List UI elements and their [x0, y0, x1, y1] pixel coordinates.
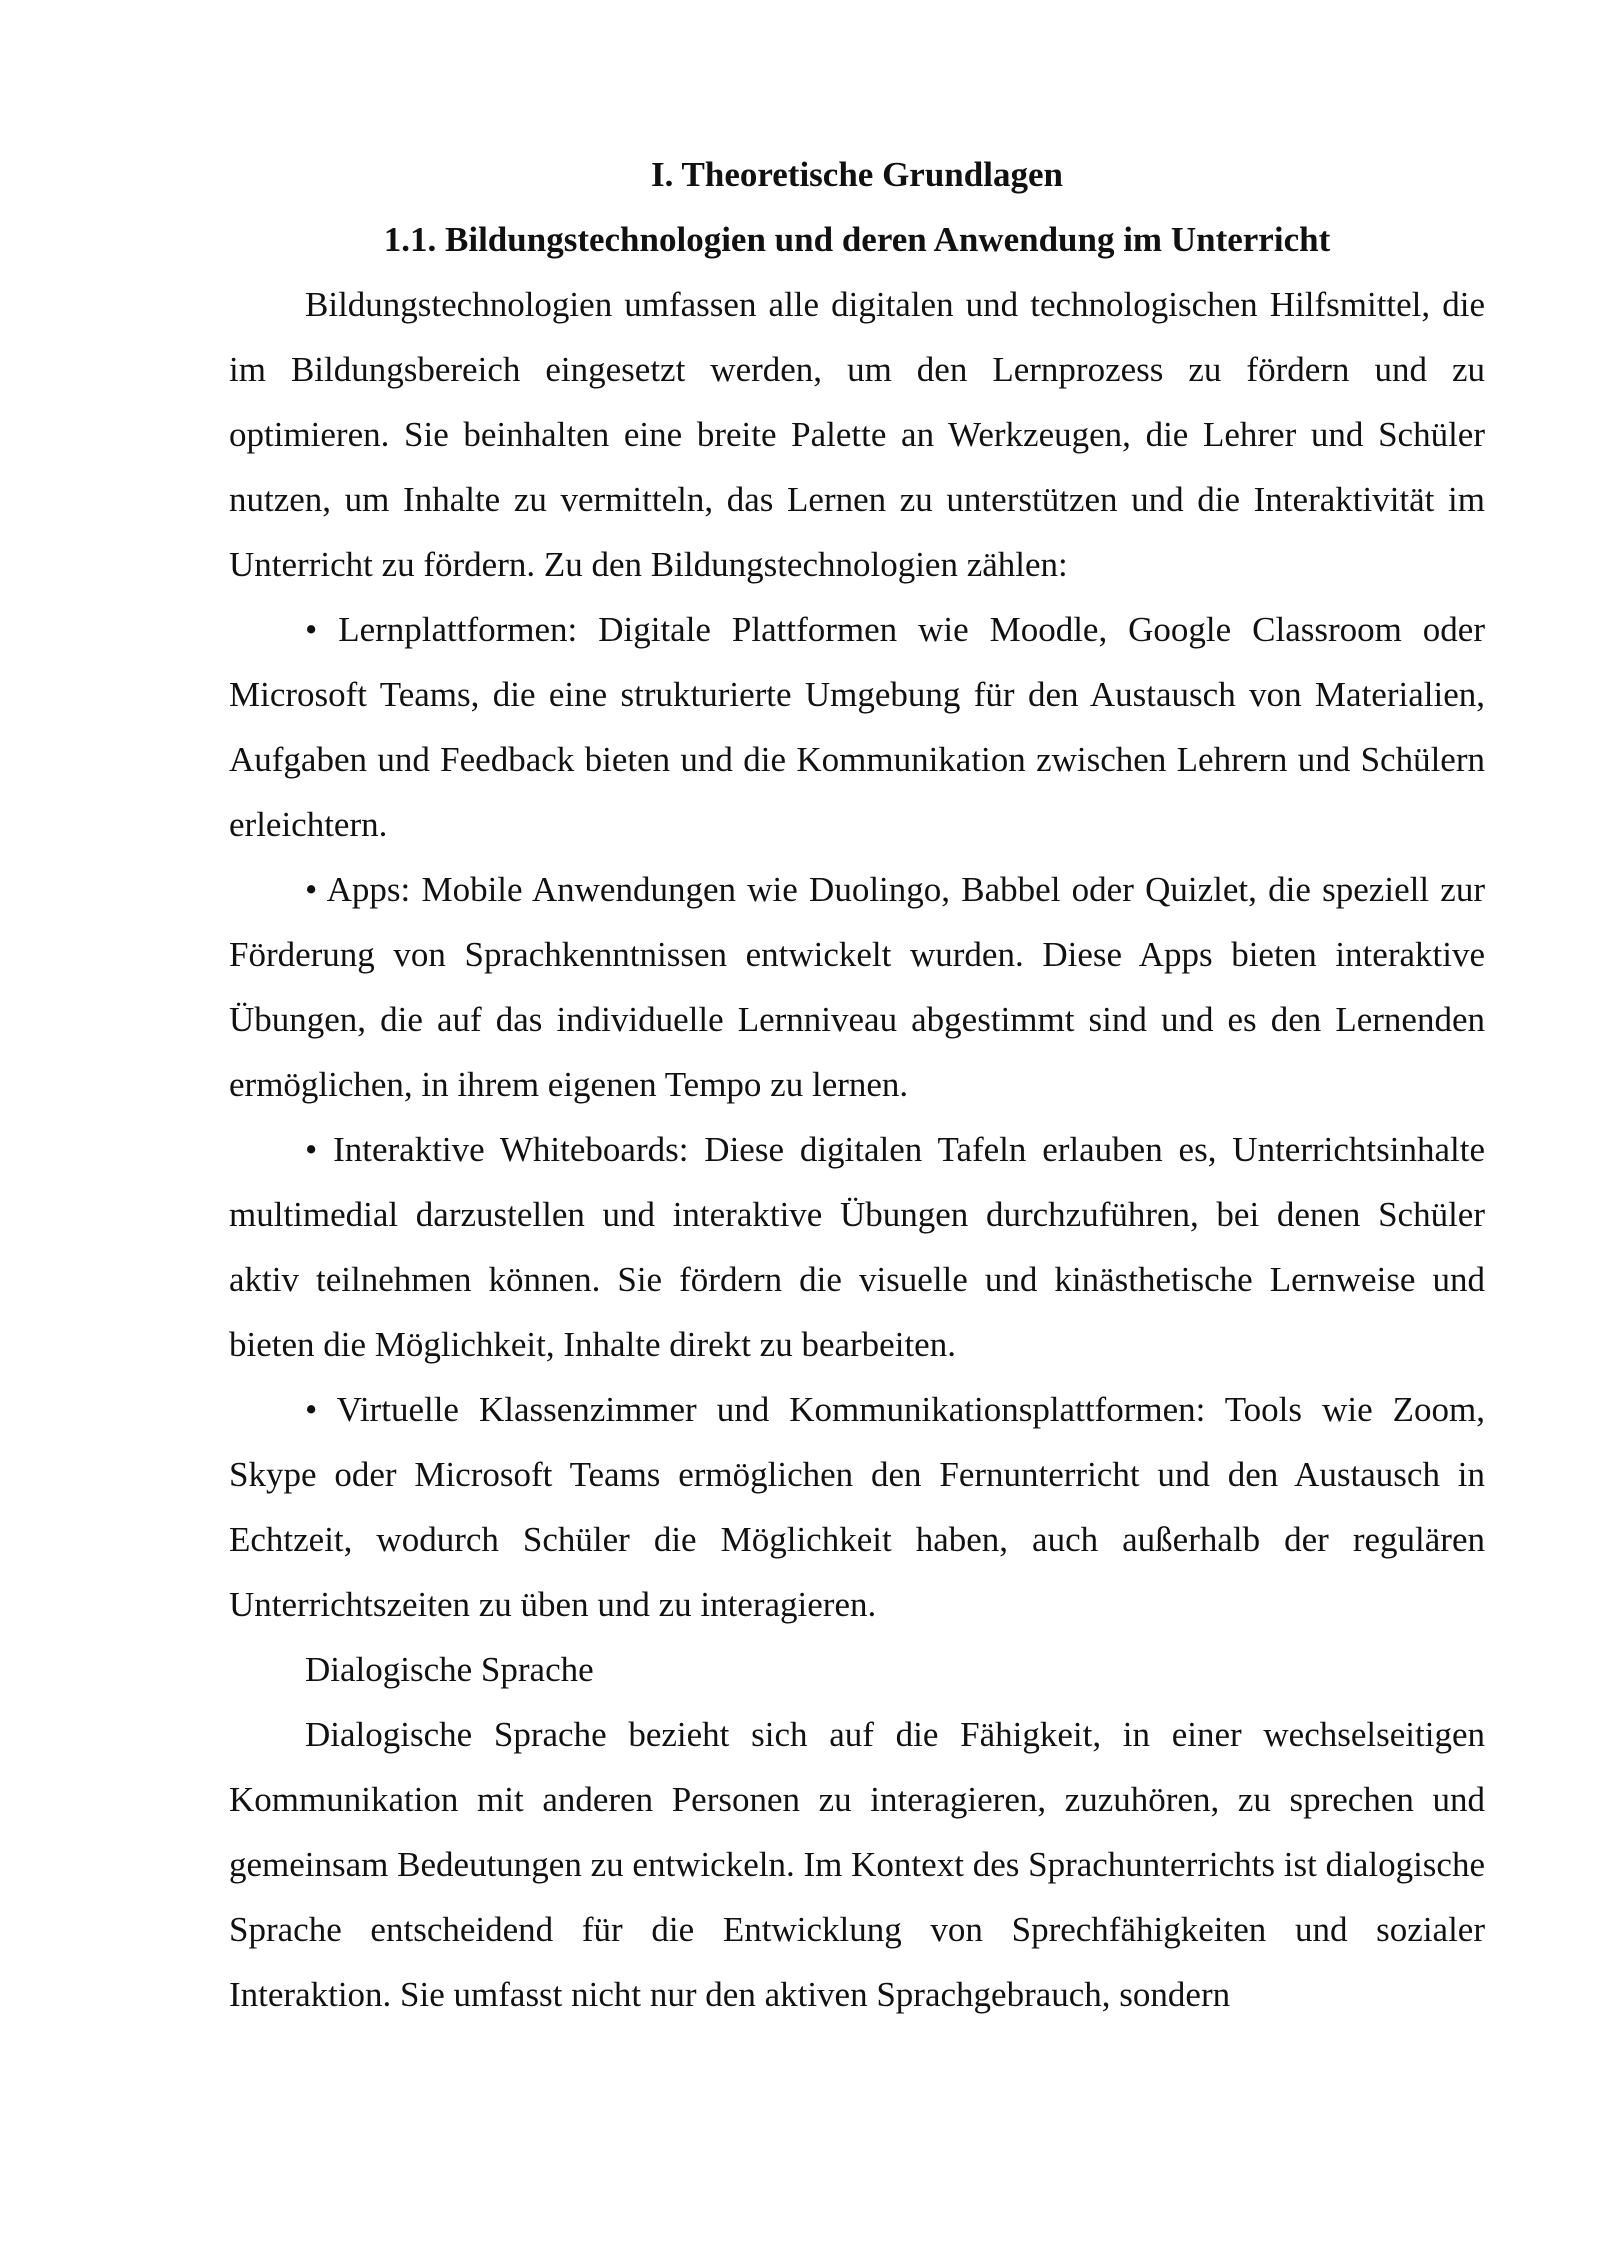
- chapter-title: I. Theoretische Grundlagen: [651, 155, 1063, 194]
- bullet-virtuelle-klassenzimmer: • Virtuelle Klassenzimmer und Kommunikationsplattformen: Tools wie Zoom, Skype oder Microsoft Teams ermöglichen den Fernunterricht und den Austausch in Echtzeit, wodurch Schüler die Möglichkeit haben, auch außerhalb der regulären Unterrichtszeiten zu üben und zu interagieren.: [229, 1390, 1485, 1624]
- bullet-interaktive-whiteboards: • Interaktive Whiteboards: Diese digitalen Tafeln erlauben es, Unterrichtsinhalte multimedial darzustellen und interaktive Übungen durchzuführen, bei denen Schüler aktiv teilnehmen können. Sie fördern die visuelle und kinästhetische Lernweise und bieten die Möglichkeit, Inhalte direkt zu bearbeiten.: [229, 1130, 1485, 1364]
- bullet-lernplattformen: • Lernplattformen: Digitale Plattformen wie Moodle, Google Classroom oder Microsoft Teams, die eine strukturierte Umgebung für den Austausch von Materialien, Aufgaben und Feedback bieten und die Kommunikation zwischen Lehrern und Schülern erleichtern.: [229, 610, 1485, 844]
- page-content: [229, 142, 1485, 2027]
- subheading-dialogische-sprache: Dialogische Sprache: [305, 1650, 594, 1689]
- section-title: 1.1. Bildungstechnologien und deren Anwendung im Unterricht: [383, 220, 1331, 259]
- paragraph-dialogische-sprache: Dialogische Sprache bezieht sich auf die Fähigkeit, in einer wechselseitigen Kommunikation mit anderen Personen zu interagieren, zuzuhören, zu sprechen und gemeinsam Bedeutungen zu entwickeln. Im Kontext des Sprachunterrichts ist dialogische Sprache entscheidend für die Entwicklung von Sprechfähigkeiten und sozialer Interaktion. Sie umfasst nicht nur den aktiven Sprachgebrauch, sondern: [229, 1715, 1485, 2014]
- paragraph-intro: Bildungstechnologien umfassen alle digitalen und technologischen Hilfsmittel, die im Bildungsbereich eingesetzt werden, um den Lernprozess zu fördern und zu optimieren. Sie beinhalten eine breite Palette an Werkzeugen, die Lehrer und Schüler nutzen, um Inhalte zu vermitteln, das Lernen zu unterstützen und die Interaktivität im Unterricht zu fördern. Zu den Bildungstechnologien zählen:: [229, 285, 1485, 584]
- bullet-apps: • Apps: Mobile Anwendungen wie Duolingo, Babbel oder Quizlet, die speziell zur Förderung von Sprachkenntnissen entwickelt wurden. Diese Apps bieten interaktive Übungen, die auf das individuelle Lernniveau abgestimmt sind und es den Lernenden ermöglichen, in ihrem eigenen Tempo zu lernen.: [229, 870, 1485, 1104]
